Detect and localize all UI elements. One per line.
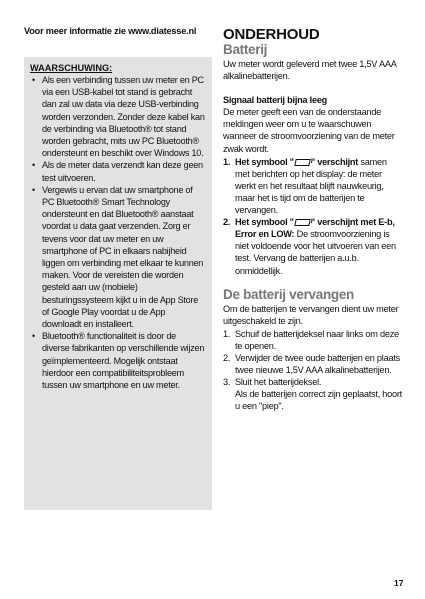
warning-title: WAARSCHUWING:: [30, 63, 113, 73]
step-text: Schuif de batterijdeksel naar links om deze te openen.: [235, 328, 399, 351]
page-heading: ONDERHOUD: [223, 26, 320, 43]
battery-low-icon: [294, 219, 310, 226]
replace-step: [223, 352, 403, 376]
step-text: Verwijder de twee oude batterijen en plaats twee nieuwe 1,5V AAA alkalinebatterijen.: [235, 352, 400, 376]
right-column: [223, 27, 403, 412]
replace-step: [223, 328, 403, 352]
warning-item: • Bluetooth® functionaliteit is door de diverse fabrikanten op verschillende wijzen geïmplementeerd. Mogelijk ontstaat hierdoor een compatibiliteitsprobleem tussen uw smartphone en uw meter.: [42, 330, 205, 391]
step-extra: Als de batterijen correct zijn geplaatst, hoort u een "piep".: [235, 389, 402, 412]
section-title-battery: Batterij: [223, 42, 268, 57]
battery-low-icon: [294, 159, 310, 166]
left-column: [24, 26, 210, 36]
warning-list: [30, 74, 205, 391]
item-bold-post: " verschijnt met E-b, Error en LOW:: [235, 217, 395, 240]
low-battery-item: [223, 216, 403, 276]
item-text: samen met berichten op het display: de meter werkt en het resultaat blijft nauwkeurig, maar het is tijd om de batterijen te vervangen.: [235, 156, 387, 216]
warning-item: • Als een verbinding tussen uw meter en PC via een USB-kabel tot stand is gebracht dan zal uw data via deze USB-verbinding worden verzonden. Zonder deze kabel kan de verbinding via Bluetooth® tot stand worden gebracht, mits uw PC Bluetooth® ondersteunt en beschikt over Windows 10.: [42, 74, 205, 159]
step-number: 2.: [223, 352, 231, 363]
item-bold-pre: Het symbool ": [235, 156, 294, 167]
step-number: 1.: [223, 328, 231, 339]
item-text: De stroomvoorziening is niet voldoende voor het uitvoeren van een test. Vervang de batterijen a.u.b. onmiddellijk.: [235, 229, 396, 276]
low-battery-item: [223, 156, 403, 216]
warning-item: • Vergewis u ervan dat uw smartphone of PC Bluetooth® Smart Technology ondersteunt en dat Bluetooth® aanstaat voordat u data gaat verzenden. Zorg er tevens voor dat uw meter en uw smartphone of PC in elkaars nabijheid liggen om verbinding met elkaar te kunnen maken. Voor de vereisten die worden gesteld aan uw (mobiele) besturingssysteem kijkt u in de App Store of Google Play voordat u de App downloadt en installeert.: [42, 184, 205, 330]
item-number: 2.: [223, 217, 231, 228]
warning-item: • Als de meter data verzendt kan deze geen test uitvoeren.: [42, 159, 205, 183]
page-number: 17: [394, 578, 404, 588]
item-bold-pre: Het symbool ": [235, 217, 294, 228]
low-battery-intro: De meter geeft een van de onderstaande meldingen weer om u te waarschuwen wanneer de stroomvoorziening van de meter zwak wordt.: [223, 107, 395, 154]
low-battery-title: Signaal batterij bijna leeg: [223, 95, 328, 106]
step-number: 3.: [223, 377, 231, 388]
info-line: Voor meer informatie zie www.diatesse.nl: [24, 26, 197, 36]
item-bold-post: " verschijnt: [310, 156, 359, 167]
warning-box: [24, 57, 212, 510]
section-title-replace: De batterij vervangen: [223, 286, 355, 302]
step-text: Sluit het batterijdeksel.: [235, 377, 322, 388]
item-number: 1.: [223, 156, 231, 167]
replace-step: [223, 376, 403, 412]
replace-intro: Om de batterijen te vervangen dient uw meter uitgeschakeld te zijn.: [223, 303, 399, 326]
battery-intro: Uw meter wordt geleverd met twee 1,5V AAA alkalinebatterijen.: [223, 59, 397, 82]
